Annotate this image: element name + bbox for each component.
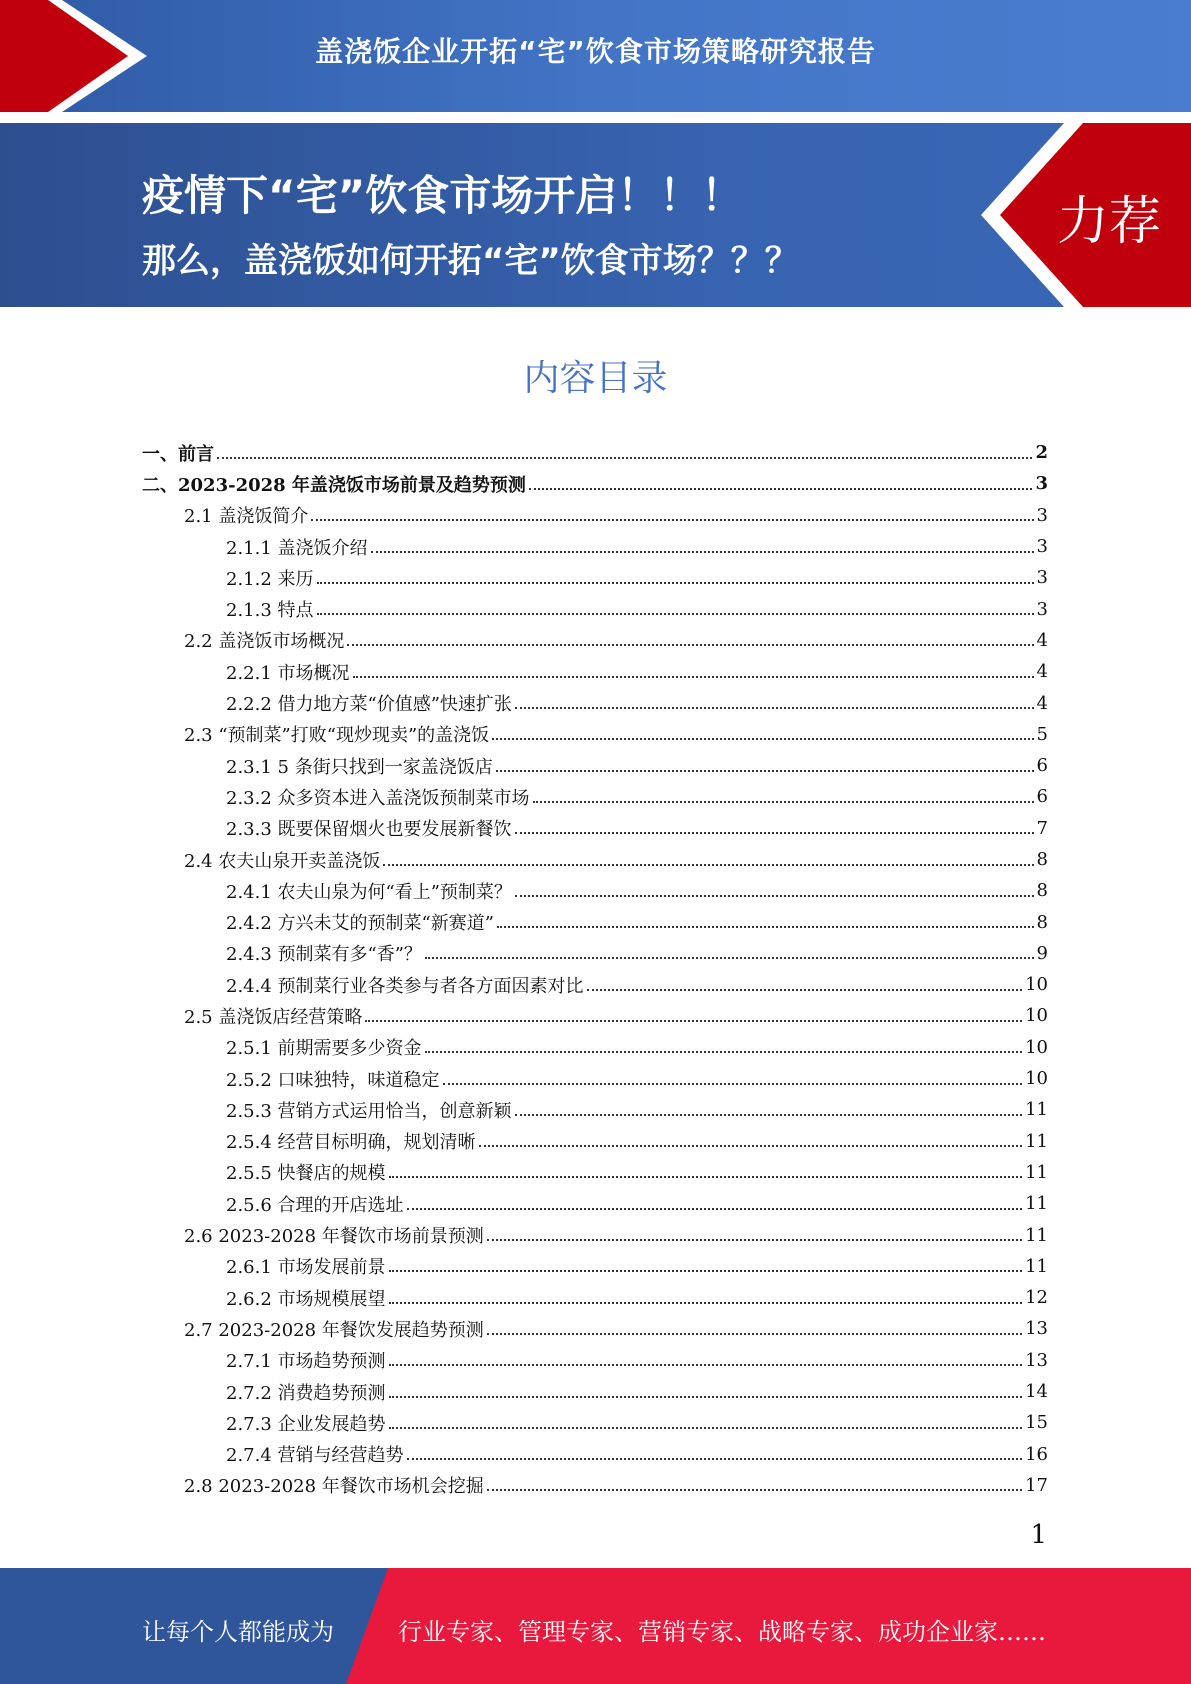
toc-dot-leader bbox=[515, 832, 1034, 834]
toc-entry-page: 3 bbox=[1035, 473, 1048, 495]
toc-entry-label: 2.6.2 市场规模展望 bbox=[226, 1288, 386, 1310]
toc-dot-leader bbox=[497, 926, 1034, 928]
toc-dot-leader bbox=[353, 676, 1034, 678]
toc-dot-leader bbox=[487, 1489, 1022, 1491]
toc-entry-label: 2.1 盖浇饭简介 bbox=[184, 506, 309, 528]
toc-entry-page: 11 bbox=[1025, 1099, 1048, 1121]
recommend-badge: 力荐 bbox=[1056, 192, 1161, 252]
toc-dot-leader bbox=[389, 1427, 1023, 1429]
toc-entry-page: 17 bbox=[1025, 1474, 1048, 1496]
toc-entry[interactable] bbox=[142, 593, 1048, 624]
toc-dot-leader bbox=[347, 644, 1033, 646]
toc-entry[interactable] bbox=[142, 562, 1048, 593]
toc-entry-label: 2.4.1 农夫山泉为何“看上”预制菜？ bbox=[226, 881, 512, 903]
toc-entry-page: 10 bbox=[1025, 974, 1048, 996]
toc-dot-leader bbox=[389, 1176, 1023, 1178]
toc-dot-leader bbox=[492, 738, 1033, 740]
toc-dot-leader bbox=[479, 1145, 1023, 1147]
toc-entry-page: 14 bbox=[1025, 1381, 1048, 1403]
toc-dot-leader bbox=[383, 864, 1033, 866]
toc-entry-page: 10 bbox=[1025, 1036, 1048, 1058]
toc-entry-label: 2.5.1 前期需要多少资金 bbox=[226, 1038, 422, 1060]
toc-entry-label: 2.1.1 盖浇饭介绍 bbox=[226, 537, 368, 559]
toc-dot-leader bbox=[407, 1458, 1023, 1460]
toc-entry-label: 2.1.3 特点 bbox=[226, 600, 314, 622]
toc-entry[interactable] bbox=[142, 1126, 1048, 1157]
hero-banner bbox=[0, 123, 1191, 307]
toc-entry-label: 2.5.3 营销方式运用恰当，创意新颖 bbox=[226, 1100, 512, 1122]
toc-entry-page: 7 bbox=[1036, 817, 1048, 839]
toc-entry[interactable] bbox=[142, 1345, 1048, 1376]
toc-entry[interactable] bbox=[142, 625, 1048, 656]
toc-entry[interactable] bbox=[142, 1157, 1048, 1188]
toc-dot-leader bbox=[407, 1208, 1023, 1210]
toc-entry-label: 2.4 农夫山泉开卖盖浇饭 bbox=[184, 850, 381, 872]
toc-entry[interactable] bbox=[142, 844, 1048, 875]
toc-entry-label: 2.5.5 快餐店的规模 bbox=[226, 1163, 386, 1185]
toc-dot-leader bbox=[217, 457, 1032, 459]
toc-entry[interactable] bbox=[142, 1219, 1048, 1250]
toc-entry[interactable] bbox=[142, 1407, 1048, 1438]
toc-entry[interactable] bbox=[142, 687, 1048, 718]
toc-entry-page: 11 bbox=[1025, 1193, 1048, 1215]
toc-dot-leader bbox=[533, 801, 1034, 803]
toc-entry-page: 6 bbox=[1036, 786, 1048, 808]
toc-dot-leader bbox=[365, 1020, 1022, 1022]
toc-entry-label: 一、前言 bbox=[142, 443, 214, 465]
toc-entry-label: 2.5.4 经营目标明确，规划清晰 bbox=[226, 1132, 476, 1154]
toc-entry[interactable] bbox=[142, 1000, 1048, 1031]
toc-entry-label: 2.5.2 口味独特，味道稳定 bbox=[226, 1069, 440, 1091]
toc-entry[interactable] bbox=[142, 1470, 1048, 1501]
toc-entry-page: 6 bbox=[1036, 755, 1048, 777]
toc-entry-page: 10 bbox=[1025, 1068, 1048, 1090]
toc-dot-leader bbox=[515, 1114, 1023, 1116]
toc-entry-label: 2.1.2 来历 bbox=[226, 568, 314, 590]
toc-entry[interactable] bbox=[142, 531, 1048, 562]
toc-entry-label: 2.3.1 5 条街只找到一家盖浇饭店 bbox=[226, 756, 493, 778]
hero-headline: 疫情下“宅”饮食市场开启！！！ bbox=[142, 171, 744, 220]
toc-dot-leader bbox=[317, 582, 1034, 584]
toc-entry-label: 2.3 “预制菜”打败“现炒现卖”的盖浇饭 bbox=[184, 725, 490, 747]
footer-slogan-right: 行业专家、管理专家、营销专家、战略专家、成功企业家…… bbox=[398, 1618, 1046, 1646]
toc-entry-page: 3 bbox=[1036, 536, 1048, 558]
toc-dot-leader bbox=[389, 1364, 1023, 1366]
toc-entry-page: 8 bbox=[1036, 880, 1048, 902]
toc-entry-page: 13 bbox=[1025, 1349, 1048, 1371]
toc-entry[interactable] bbox=[142, 1094, 1048, 1125]
toc-entry[interactable] bbox=[142, 1032, 1048, 1063]
hero-subheadline: 那么，盖浇饭如何开拓“宅”饮食市场？？？ bbox=[142, 241, 799, 281]
toc-dot-leader bbox=[389, 1302, 1023, 1304]
toc-entry[interactable] bbox=[142, 781, 1048, 812]
toc-entry[interactable] bbox=[142, 1376, 1048, 1407]
toc-entry-label: 2.5.6 合理的开店选址 bbox=[226, 1194, 404, 1216]
toc-dot-leader bbox=[317, 613, 1034, 615]
table-of-contents bbox=[142, 437, 1048, 1501]
report-title: 盖浇饭企业开拓“宅”饮食市场策略研究报告 bbox=[315, 35, 876, 68]
toc-dot-leader bbox=[311, 519, 1033, 521]
toc-entry-page: 13 bbox=[1025, 1318, 1048, 1340]
toc-entry-label: 2.6.1 市场发展前景 bbox=[226, 1257, 386, 1279]
toc-title: 内容目录 bbox=[523, 358, 668, 399]
toc-entry-label: 2.7.2 消费趋势预测 bbox=[226, 1382, 386, 1404]
toc-dot-leader bbox=[371, 551, 1034, 553]
toc-entry[interactable] bbox=[142, 969, 1048, 1000]
toc-entry-page: 11 bbox=[1025, 1255, 1048, 1277]
toc-entry-page: 4 bbox=[1036, 629, 1048, 651]
toc-entry-page: 3 bbox=[1036, 504, 1048, 526]
toc-entry-label: 2.6 2023-2028 年餐饮市场前景预测 bbox=[184, 1226, 484, 1248]
toc-entry[interactable] bbox=[142, 1282, 1048, 1313]
toc-entry[interactable] bbox=[142, 468, 1048, 499]
toc-dot-leader bbox=[496, 770, 1034, 772]
toc-entry[interactable] bbox=[142, 750, 1048, 781]
toc-entry[interactable] bbox=[142, 813, 1048, 844]
toc-entry-page: 10 bbox=[1025, 1005, 1048, 1027]
toc-entry[interactable] bbox=[142, 719, 1048, 750]
footer-slogan-left: 让每个人都能成为 bbox=[142, 1618, 334, 1646]
toc-entry[interactable] bbox=[142, 500, 1048, 531]
toc-entry[interactable] bbox=[142, 1188, 1048, 1219]
page-number: 1 bbox=[1030, 1520, 1047, 1550]
toc-entry-label: 二、2023-2028 年盖浇饭市场前景及趋势预测 bbox=[142, 474, 526, 496]
toc-entry[interactable] bbox=[142, 1251, 1048, 1282]
toc-dot-leader bbox=[389, 1396, 1023, 1398]
toc-dot-leader bbox=[443, 1083, 1023, 1085]
toc-entry[interactable] bbox=[142, 1439, 1048, 1470]
toc-entry-page: 11 bbox=[1025, 1161, 1048, 1183]
toc-dot-leader bbox=[515, 895, 1034, 897]
toc-dot-leader bbox=[425, 957, 1034, 959]
toc-entry-label: 2.2.2 借力地方菜“价值感”快速扩张 bbox=[226, 694, 512, 716]
toc-dot-leader bbox=[389, 1270, 1023, 1272]
toc-entry-label: 2.4.4 预制菜行业各类参与者各方面因素对比 bbox=[226, 975, 584, 997]
toc-entry-page: 3 bbox=[1036, 567, 1048, 589]
toc-entry[interactable] bbox=[142, 875, 1048, 906]
toc-entry-page: 8 bbox=[1036, 911, 1048, 933]
toc-dot-leader bbox=[515, 707, 1034, 709]
toc-entry-label: 2.7 2023-2028 年餐饮发展趋势预测 bbox=[184, 1319, 484, 1341]
toc-entry-label: 2.7.1 市场趋势预测 bbox=[226, 1351, 386, 1373]
toc-entry-label: 2.4.3 预制菜有多“香”？ bbox=[226, 944, 422, 966]
toc-entry-page: 4 bbox=[1036, 661, 1048, 683]
toc-entry-label: 2.8 2023-2028 年餐饮市场机会挖掘 bbox=[184, 1476, 484, 1498]
toc-entry-page: 15 bbox=[1025, 1412, 1048, 1434]
toc-entry-page: 12 bbox=[1025, 1287, 1048, 1309]
toc-dot-leader bbox=[587, 989, 1023, 991]
report-header-band bbox=[0, 0, 1191, 112]
toc-entry[interactable] bbox=[142, 656, 1048, 687]
toc-dot-leader bbox=[425, 1051, 1023, 1053]
toc-entry-page: 4 bbox=[1036, 692, 1048, 714]
toc-entry-page: 16 bbox=[1025, 1443, 1048, 1465]
toc-entry-label: 2.2 盖浇饭市场概况 bbox=[184, 631, 345, 653]
toc-entry-page: 8 bbox=[1036, 849, 1048, 870]
toc-entry[interactable] bbox=[142, 1313, 1048, 1344]
toc-entry-page: 9 bbox=[1036, 942, 1048, 964]
toc-entry[interactable] bbox=[142, 938, 1048, 969]
toc-entry-label: 2.7.4 营销与经营趋势 bbox=[226, 1445, 404, 1467]
toc-entry-page: 11 bbox=[1025, 1224, 1048, 1246]
toc-dot-leader bbox=[487, 1333, 1022, 1335]
toc-entry-label: 2.3.2 众多资本进入盖浇饭预制菜市场 bbox=[226, 787, 530, 809]
toc-dot-leader bbox=[487, 1239, 1022, 1241]
toc-entry-label: 2.3.3 既要保留烟火也要发展新餐饮 bbox=[226, 819, 512, 841]
toc-entry[interactable] bbox=[142, 1063, 1048, 1094]
toc-entry-page: 11 bbox=[1025, 1130, 1048, 1152]
toc-entry-label: 2.5 盖浇饭店经营策略 bbox=[184, 1006, 363, 1028]
toc-entry-page: 2 bbox=[1035, 442, 1048, 464]
toc-entry-page: 3 bbox=[1036, 598, 1048, 620]
toc-dot-leader bbox=[529, 488, 1033, 490]
toc-entry[interactable] bbox=[142, 437, 1048, 468]
toc-entry[interactable] bbox=[142, 906, 1048, 937]
toc-entry-label: 2.7.3 企业发展趋势 bbox=[226, 1413, 386, 1435]
toc-entry-page: 5 bbox=[1036, 723, 1048, 745]
toc-entry-label: 2.2.1 市场概况 bbox=[226, 662, 350, 684]
toc-entry-label: 2.4.2 方兴未艾的预制菜“新赛道” bbox=[226, 913, 494, 935]
